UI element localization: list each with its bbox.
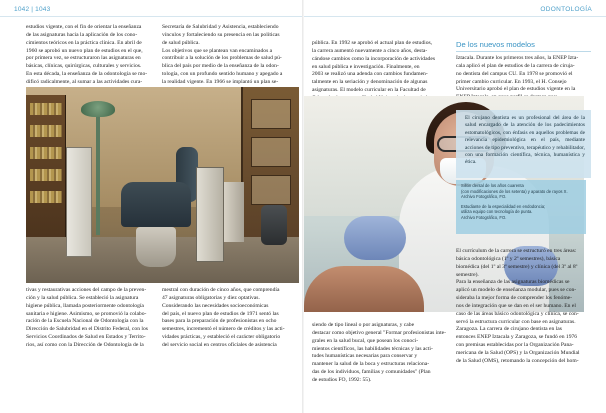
right-col3-bottom bbox=[312, 322, 450, 385]
text-line: ción y la salud pública. Se estableció la asignatura bbox=[26, 294, 139, 301]
text-line: tudes humanísticas necesarias para conservar y bbox=[312, 353, 418, 360]
text-line: mestral con duración de cinco años, que comprendía bbox=[162, 287, 280, 293]
text-line: la realidad vigente. En 1966 se implantó un plan se- bbox=[162, 78, 279, 85]
text-line: caso de las áreas básico odontológica y clínica, se con- bbox=[456, 310, 579, 317]
left-col1-top bbox=[26, 24, 156, 87]
text-line: con premisas establecidas por la Organización Pana- bbox=[456, 342, 574, 349]
text-line: El currículum de la carrera se estructuró en tres áreas: bbox=[456, 248, 577, 254]
text-line: blica del país por medio de la enseñanza de la odon- bbox=[162, 63, 279, 70]
text-line: por primera vez, se estructuraron las asignaturas en bbox=[26, 55, 141, 62]
text-line: semestre). bbox=[456, 271, 479, 278]
dental-chair bbox=[121, 182, 191, 227]
text-line: higiene pública, llamada posteriormente odontología bbox=[26, 302, 144, 309]
right-col4-intro bbox=[456, 55, 591, 102]
text-line: 47 asignaturas obligatorias y diez optativas. bbox=[162, 294, 260, 301]
text-line: Iztacala. Durante los primeros tres años, la ENEP Izta- bbox=[456, 55, 579, 61]
text-line: primer cambio curricular. En 1993, el H. Consejo bbox=[456, 78, 567, 85]
text-line: Para la enseñanza de las asignaturas biomédicas se bbox=[456, 279, 570, 286]
text-line: das de los individuos, familias y comunidades" (Plan bbox=[312, 369, 431, 376]
text-line: talmente en la seriación y denominación de algunas bbox=[312, 79, 428, 86]
profile-quote: El cirujano dentista es un profesional del área de la salud encargado de la atención de los padecimientos estomatológicos, con énfasis en aquellos problemas de relevancia epidemiológica en el país, mediante acciones de tipo preventivo, terapéutico y rehabilitador, con una formación científica, técnica, humanística y ética. bbox=[465, 115, 585, 166]
text-line: destacar como objetivo general "Formar profesionistas inte- bbox=[312, 329, 447, 336]
dental-unit bbox=[196, 167, 224, 262]
text-line: Los objetivos que se plantean van encaminados a bbox=[162, 47, 273, 54]
instrument-cabinet bbox=[66, 147, 92, 257]
patient bbox=[304, 266, 424, 312]
text-line: del país, el nuevo plan de estudios de 1971 sentó las bbox=[162, 310, 279, 317]
chair-base bbox=[136, 227, 176, 267]
text-line: mericana de la Salud (OPS) y la Organización Mundial bbox=[456, 349, 580, 356]
text-line: en salud pública e investigación. Finalmente, en bbox=[312, 63, 420, 70]
text-line: básicas, clínicas, quirúrgicas, culturales y servicios. bbox=[26, 63, 142, 70]
text-line: pública. En 1992 se aprobó el actual plan de estudios, bbox=[312, 40, 433, 46]
right-col4-bottom bbox=[456, 248, 591, 366]
xray-head bbox=[81, 101, 115, 117]
caption-line: Sillón dental de los años cuarenta bbox=[461, 183, 524, 188]
text-line: entonces ENEP Iztacala y Zaragoza, se fundó en 1976 bbox=[456, 334, 578, 341]
text-line: Dirección de Salubridad en el Distrito Federal, con los bbox=[26, 326, 148, 333]
left-col2-bottom bbox=[162, 287, 296, 350]
text-line: bases para la preparación de profesionistas en ocho bbox=[162, 318, 277, 325]
text-line: Considerando las necesidades socioeconómicas bbox=[162, 302, 269, 309]
text-line: de salud pública. bbox=[162, 39, 200, 46]
xray-arm bbox=[96, 115, 100, 235]
text-line: aplicó un modelo de enseñanza modular, pues se con- bbox=[456, 287, 577, 294]
text-line: Secretaría de Salubridad y Asistencia, estableciendo bbox=[162, 24, 279, 30]
text-line: básica odontológica (1º y 2º semestres), básica bbox=[456, 255, 561, 262]
text-line: 2003 se realizó una adenda con cambios fundamen- bbox=[312, 71, 428, 78]
quote-box bbox=[456, 110, 591, 178]
text-line: la carrera aumentó nuevamente a cinco años, desta- bbox=[312, 47, 428, 54]
photo-captions bbox=[456, 180, 586, 234]
text-line: vidades prácticas, y estableció el carácter obligatorio bbox=[162, 334, 281, 341]
section-title: De los nuevos modelos bbox=[456, 40, 535, 49]
text-line: estudios vigente, con el fin de orientar la enseñanza bbox=[26, 24, 142, 30]
text-line: grales en la salud bucal, que posean los conoci- bbox=[312, 337, 419, 344]
running-title: ODONTOLOGÍA bbox=[540, 6, 592, 13]
stool bbox=[261, 205, 287, 245]
caption-line: Archivo Fotográfico, FO. bbox=[461, 214, 507, 220]
text-line: ración de la Escuela Nacional de Odontología con la bbox=[26, 318, 144, 325]
text-line: semestres, incrementó el número de créditos y las acti- bbox=[162, 326, 285, 333]
text-line: dificó radicalmente, al sumar a las actividades cura- bbox=[26, 78, 143, 85]
text-line: servó la estructura curricular con base en asignaturas. bbox=[456, 318, 576, 325]
caption-line: utiliza equipo con tecnología de punta. bbox=[461, 209, 533, 215]
left-col2-top bbox=[162, 24, 296, 87]
text-line: biomédica (del 1º al 3º semestre) y clínica (del 3º al 8º bbox=[456, 263, 578, 270]
text-line: vínculos y fortaleciendo su presencia en las políticas bbox=[162, 31, 280, 38]
text-line: Zaragoza. La carrera de cirujano dentista en las bbox=[456, 326, 562, 333]
text-line: 1960 se aprobó un nuevo plan de estudios en el que, bbox=[26, 47, 143, 54]
right-col3-top bbox=[312, 40, 448, 103]
gloved-hand-left bbox=[344, 216, 406, 260]
text-line: de estudios FO, 1992: 55). bbox=[312, 376, 372, 383]
side-table bbox=[222, 182, 244, 242]
text-line: no dentista del campus CU. En 1978 se promovió el bbox=[456, 70, 573, 77]
text-line: mientos científicos, las habilidades técnicas y las acti- bbox=[312, 345, 433, 352]
section-rule bbox=[456, 51, 591, 52]
text-line: cala aplicó el plan de estudios de la carrera de ciruja- bbox=[456, 62, 575, 69]
caption-line: Estudiante de la especialidad en endodoncia; bbox=[461, 203, 546, 209]
text-line: mantener la salud de la boca y estructuras relaciona- bbox=[312, 361, 430, 368]
text-line: tivas y restaurativas acciones del campo de la preven- bbox=[26, 287, 147, 293]
text-line: tología, con un profundo sentido humano y apegado a bbox=[162, 71, 283, 78]
text-line: En esta década, la enseñanza de la odontología se mo- bbox=[26, 71, 148, 78]
photo-vintage-dental-chair bbox=[26, 87, 299, 283]
text-line: sideraba la mejor forma de comprender los fenóme- bbox=[456, 295, 573, 302]
text-line: de las asignaturas hacia la aplicación de los cono- bbox=[26, 31, 138, 38]
text-line: asignaturas. El modelo curricular en la Facultad de bbox=[312, 87, 426, 94]
text-line: cimientos teóricos en la práctica clínica. En abril de bbox=[26, 39, 142, 46]
left-col1-bottom bbox=[26, 287, 156, 350]
text-line: contribuir a la solución de los problemas de salud pú- bbox=[162, 55, 282, 62]
text-line: siendo de tipo lineal o por asignaturas, y cabe bbox=[312, 322, 415, 328]
text-line: cándose cambios como la incorporación de actividades bbox=[312, 55, 436, 62]
caption-line: (con modificaciones de los setenta) y aparato de rayos X. bbox=[461, 188, 568, 194]
text-line: Servicios Coordinados de Salud en Estados y Territo- bbox=[26, 334, 146, 341]
text-line: del servicio social en centros oficiales de asistencia bbox=[162, 341, 277, 348]
text-line: Universitario aprobó el plan de estudios vigente en la bbox=[456, 86, 576, 93]
text-line: de la Salud (OMS), retomando la concepción del hom- bbox=[456, 357, 579, 364]
text-line: sanitaria e higiene. Asimismo, se promovió la colabo- bbox=[26, 310, 147, 317]
page-numbers: 1042 | 1043 bbox=[14, 6, 51, 13]
caption-line: Archivo Fotográfico, FO. bbox=[461, 194, 507, 200]
text-line: nos de integración que se dan en el ser humano. En el bbox=[456, 302, 576, 309]
text-line: rios, así como con la Dirección de Odontología de la bbox=[26, 341, 144, 348]
bookshelf bbox=[26, 95, 66, 245]
